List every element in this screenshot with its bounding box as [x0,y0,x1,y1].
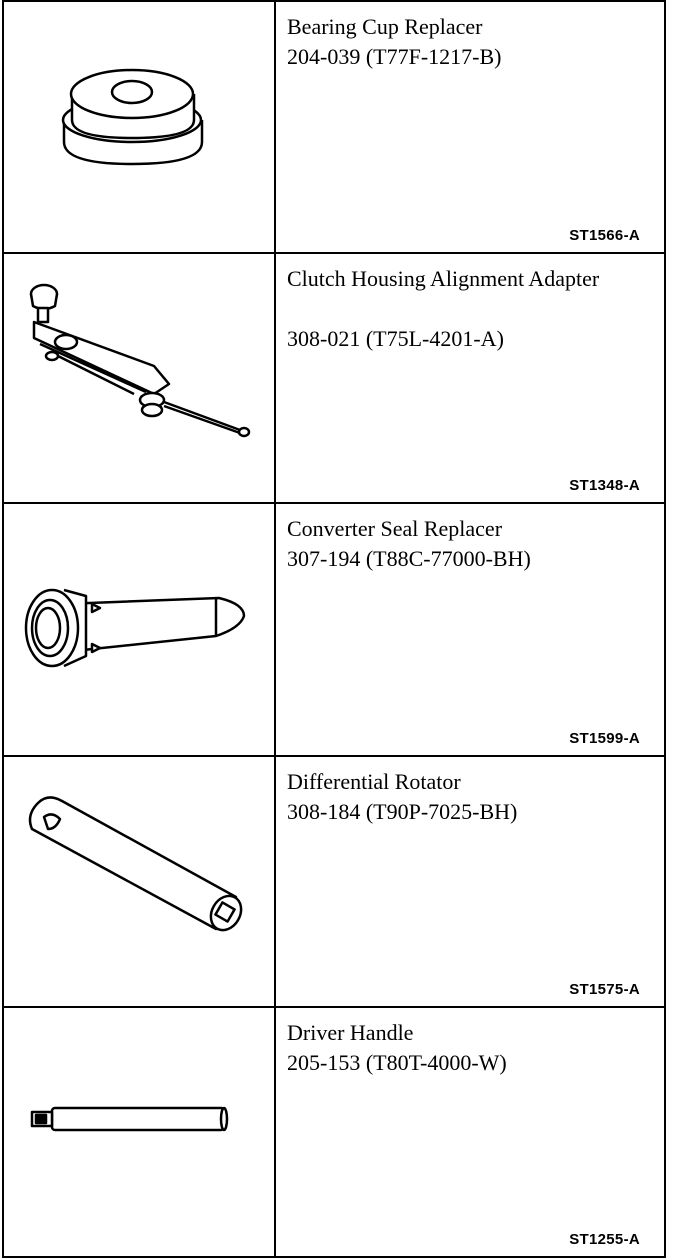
tool-part-number: 308-021 (T75L-4201-A) [287,326,504,351]
tool-row [2,0,666,254]
column-divider [274,254,276,502]
column-divider [274,757,276,1006]
tool-part-number: 204-039 (T77F-1217-B) [287,44,502,69]
tool-row [2,252,666,504]
tool-part-number: 205-153 (T80T-4000-W) [287,1050,507,1075]
illustration-code: ST1255-A [569,1231,640,1248]
illustration-code: ST1575-A [569,981,640,998]
tool-part-number: 308-184 (T90P-7025-BH) [287,799,518,824]
bearing-cup-replacer-icon [4,2,274,252]
tool-illustration [4,757,274,1006]
converter-seal-replacer-icon [4,504,274,755]
column-divider [274,1008,276,1256]
tool-name: Driver Handle [287,1020,414,1045]
tool-row [2,502,666,757]
tool-name: Converter Seal Replacer [287,516,503,541]
tool-illustration [4,504,274,755]
driver-handle-icon [4,1008,274,1256]
differential-rotator-icon [4,757,274,1006]
tool-name: Clutch Housing Alignment Adapter [287,266,600,291]
illustration-code: ST1348-A [569,477,640,494]
tool-illustration [4,254,274,502]
tool-part-number: 307-194 (T88C-77000-BH) [287,546,531,571]
illustration-code: ST1566-A [569,227,640,244]
column-divider [274,2,276,252]
tool-illustration [4,1008,274,1256]
column-divider [274,504,276,755]
tool-row [2,755,666,1008]
clutch-alignment-adapter-icon [4,254,274,502]
illustration-code: ST1599-A [569,730,640,747]
tool-name: Bearing Cup Replacer [287,14,483,39]
tool-row [2,1006,666,1258]
tool-illustration [4,2,274,252]
tool-name: Differential Rotator [287,769,461,794]
